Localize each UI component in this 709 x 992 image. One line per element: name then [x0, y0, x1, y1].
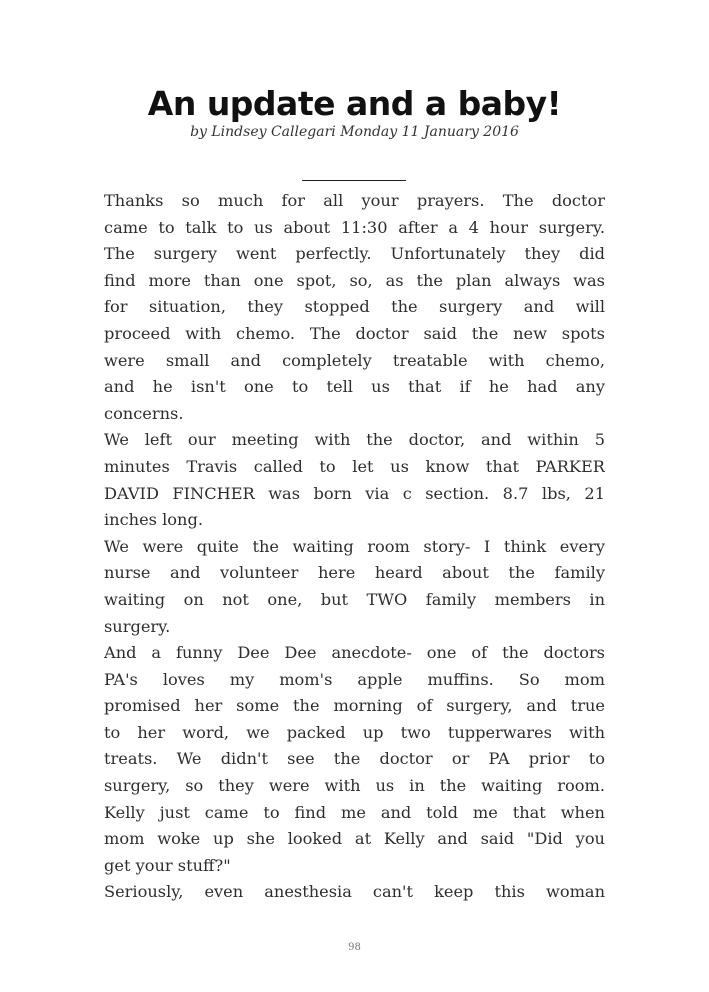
text-line: find more than one spot, so, as the plan always was	[104, 270, 605, 290]
text-line: waiting on not one, but TWO family members in	[104, 589, 605, 609]
text-line: And a funny Dee Dee anecdote- one of the doctors	[104, 643, 605, 663]
text-line: proceed with chemo. The doctor said the new spots	[104, 323, 605, 343]
text-line: for situation, they stopped the surgery and will	[104, 297, 605, 317]
text-line: treats. We didn't see the doctor or PA prior to	[104, 749, 605, 769]
text-line: surgery.	[104, 616, 171, 636]
text-line: PA's loves my mom's apple muffins. So mom	[104, 669, 605, 689]
text-line: concerns.	[104, 403, 184, 423]
byline: by Lindsey Callegari Monday 11 January 2016	[190, 124, 519, 140]
text-line: Thanks so much for all your prayers. The doctor	[104, 191, 605, 210]
text-line: Kelly just came to find me and told me that when	[104, 802, 605, 822]
text-line: The surgery went perfectly. Unfortunately they did	[104, 244, 605, 264]
text-line: Seriously, even anesthesia can't keep this woman	[104, 882, 605, 902]
page-number: 98	[348, 942, 361, 953]
title-divider	[302, 180, 406, 181]
text-line: DAVID FINCHER was born via c section. 8.7 lbs, 21	[104, 483, 605, 503]
text-line: nurse and volunteer here heard about the family	[104, 563, 605, 583]
text-line: minutes Travis called to let us know that PARKER	[104, 456, 605, 476]
text-line: get your stuff?"	[104, 855, 231, 875]
text-line: and he isn't one to tell us that if he had any	[104, 377, 605, 397]
text-line: mom woke up she looked at Kelly and said "Did you	[104, 829, 605, 849]
text-line: surgery, so they were with us in the waiting room.	[104, 776, 605, 796]
text-line: were small and completely treatable with chemo,	[104, 350, 605, 370]
text-line: We were quite the waiting room story- I think every	[104, 536, 605, 556]
page-title: An update and a baby!	[147, 84, 562, 123]
text-line: promised her some the morning of surgery, and true	[104, 696, 605, 716]
article-body	[104, 188, 605, 906]
text-line: We left our meeting with the doctor, and within 5	[104, 430, 605, 450]
text-line: came to talk to us about 11:30 after a 4 hour surgery.	[104, 217, 605, 237]
text-line: to her word, we packed up two tupperwares with	[104, 722, 605, 742]
text-line: inches long.	[104, 510, 203, 530]
